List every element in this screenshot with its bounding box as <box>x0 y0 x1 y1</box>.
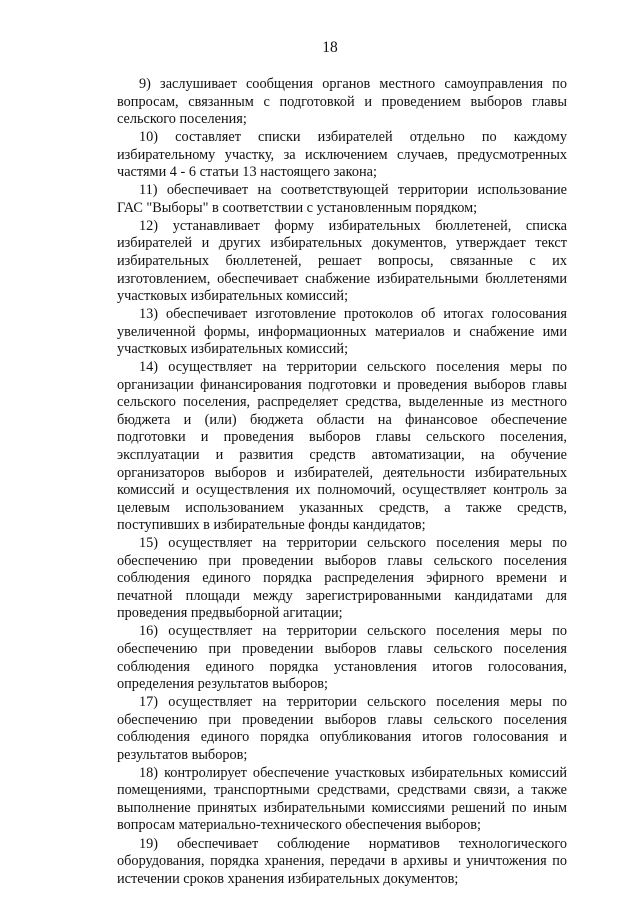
list-item <box>117 623 567 693</box>
item-number: 15) <box>139 535 159 552</box>
page-number: 18 <box>322 39 338 56</box>
item-text: осуществляет на территории сельского поселения меры по обеспечению при проведении выборов главы сельского поселения соблюдения единого порядка распределения эфирного времени и печатной площади между зарегистрированными кандидатами для проведения предвыборной агитации; <box>117 535 568 622</box>
item-text: обеспечивает соблюдение нормативов технологического оборудования, порядка хранения, передачи в архивы и уничтожения по истечении сроков хранения избирательных документов; <box>117 835 567 887</box>
item-text: обеспечивает изготовление протоколов об итогах голосования увеличенной формы, информационных материалов и снабжение ими участковых избирательных комиссий; <box>117 306 567 358</box>
list-item <box>117 765 567 835</box>
item-text: осуществляет на территории сельского поселения меры по обеспечению при проведении выборов главы сельского поселения соблюдения единого порядка опубликования итогов голосования и результатов выборов; <box>117 694 568 763</box>
list-item <box>117 535 567 623</box>
item-number: 13) <box>139 306 159 323</box>
item-number: 17) <box>139 694 159 711</box>
list-item <box>117 182 567 217</box>
document-body <box>117 76 567 888</box>
item-number: 16) <box>139 623 159 640</box>
item-text: осуществляет на территории сельского поселения меры по обеспечению при проведении выборов главы сельского поселения соблюдения единого порядка установления итогов голосования, определения результатов выборов; <box>117 623 568 693</box>
item-number: 12) <box>139 217 159 234</box>
list-item <box>117 694 567 764</box>
item-number: 9) <box>139 76 151 92</box>
item-number: 19) <box>139 835 159 852</box>
item-text: контролирует обеспечение участковых избирательных комиссий помещениями, транспортными средствами, средствами связи, а также выполнение принятых избирательными комиссиями решений по иным вопросам материально-технического обеспечения выборов; <box>117 764 567 834</box>
item-number: 11) <box>139 182 158 199</box>
item-text: заслушивает сообщения органов местного самоуправления по вопросам, связанным с подготовкой и проведением выборов главы сельского поселения; <box>117 76 567 128</box>
list-item <box>117 306 567 359</box>
list-item <box>117 359 567 534</box>
item-number: 18) <box>139 764 159 781</box>
list-item <box>117 218 567 306</box>
item-number: 14) <box>139 359 159 376</box>
list-item <box>117 129 567 182</box>
item-number: 10) <box>139 129 159 146</box>
item-text: устанавливает форму избирательных бюллетеней, списка избирателей и других избирательных документов, утверждает текст избирательных бюллетеней, решает вопросы, связанные с их изготовлением, обеспечивает снабжение избирательными бюллетенями участковых избирательных комиссий; <box>117 217 567 305</box>
item-text: обеспечивает на соответствующей территории использование ГАС "Выборы" в соответствии с установленным порядком; <box>117 182 567 216</box>
list-item <box>117 76 567 129</box>
item-text: осуществляет на территории сельского поселения меры по организации финансирования подготовки и проведения выборов главы сельского поселения, распределяет средства, выделенные из местного бюджета и (или) бюджета области на финансовое обеспечение подготовки и проведения выборов главы сельского поселения, эксплуатации и развития средств автоматизации, на обучение организаторов выборов и избирателей, деятельности избирательных комиссий и осуществления их полномочий, осуществляет контроль за целевым использованием указанных средств, а также средств, поступивших в избирательные фонды кандидатов; <box>117 359 568 534</box>
item-text: составляет списки избирателей отдельно по каждому избирательному участку, за исключением случаев, предусмотренных частями 4 - 6 статьи 13 настоящего закона; <box>117 129 567 181</box>
list-item <box>117 836 567 889</box>
